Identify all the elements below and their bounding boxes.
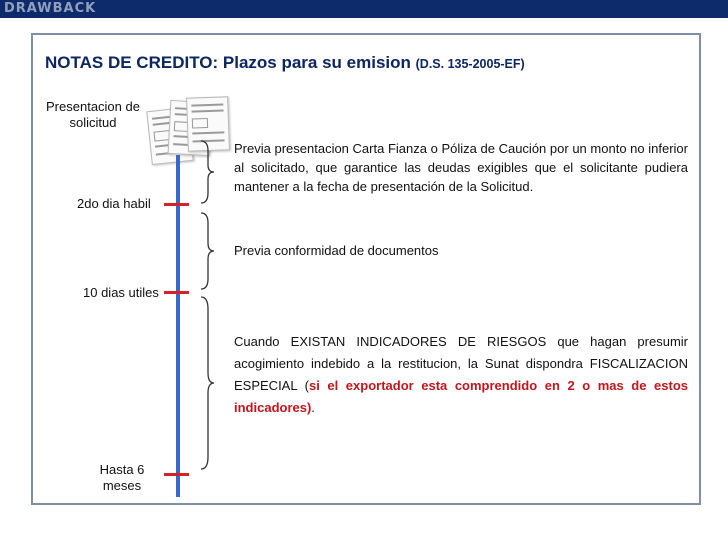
section-tag: DRAWBACK <box>4 1 97 16</box>
milestone-label-3: Hasta 6 meses <box>99 462 145 493</box>
note-risk-text: Cuando EXISTAN INDICADORES DE RIESGOS que hagan presumir acogimiento indebido a la restitucion, la Sunat dispondra FISCALIZACION ESPECIAL ( <box>234 334 688 393</box>
brace-3 <box>198 295 218 471</box>
page-title <box>45 53 525 73</box>
milestone-tick-3 <box>164 473 189 476</box>
title-main: NOTAS DE CREDITO: Plazos para su emision <box>45 53 416 72</box>
timeline-start-label: Presentacion de solicitud <box>46 99 140 130</box>
brace-1 <box>198 139 218 205</box>
note-risk-highlight: si el exportador esta comprendido en 2 o mas de estos indicadores) <box>234 378 688 415</box>
milestone-tick-2 <box>164 291 189 294</box>
timeline-bar <box>176 155 180 497</box>
milestone-label-1: 2do dia habil <box>77 196 151 211</box>
note-document-conformity: Previa conformidad de documentos <box>234 243 439 258</box>
note-risk-end: . <box>311 400 315 415</box>
milestone-label-2: 10 dias utiles <box>83 285 159 300</box>
note-risk-indicators <box>234 331 688 419</box>
content-panel <box>31 33 701 505</box>
top-bar <box>0 0 728 18</box>
title-reference: (D.S. 135-2005-EF) <box>415 57 525 71</box>
note-guarantee: Previa presentacion Carta Fianza o Póliza de Caución por un monto no inferior al solicitado, que garantice las deudas exigibles que el solicitante pudiera mantener a la fecha de presentación de la Solicitud. <box>234 141 688 194</box>
brace-2 <box>198 211 218 291</box>
milestone-tick-1 <box>164 203 189 206</box>
